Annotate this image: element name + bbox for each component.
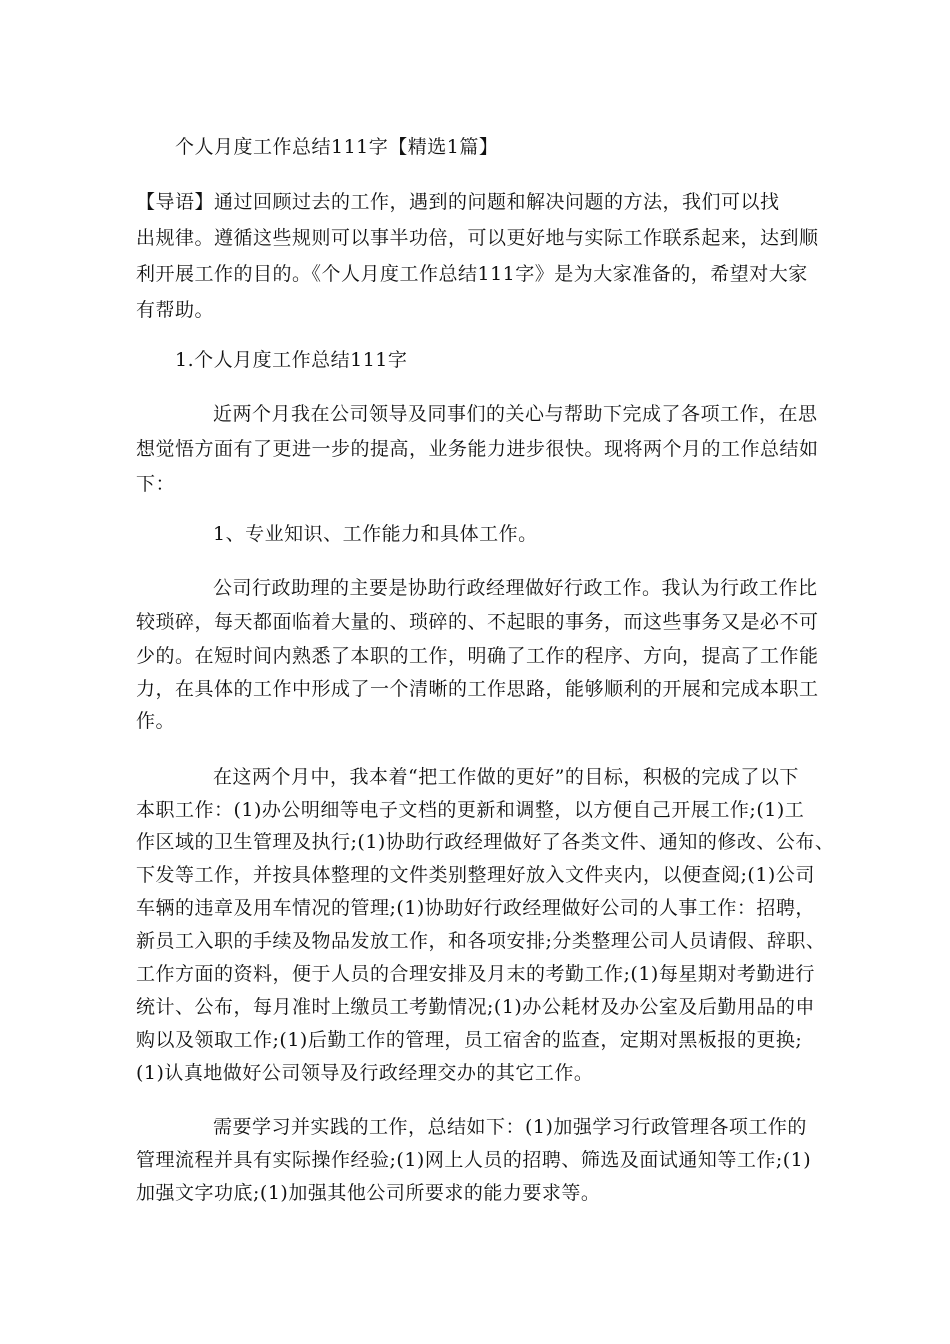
- paragraph-line: 下发等工作，并按具体整理的文件类别整理好放入文件夹内，以便查阅;(1)公司: [136, 864, 815, 886]
- intro-line: 【导语】通过回顾过去的工作，遇到的问题和解决问题的方法，我们可以找: [136, 191, 780, 213]
- paragraph-line: 力，在具体的工作中形成了一个清晰的工作思路，能够顺利的开展和完成本职工: [136, 678, 819, 700]
- document-title: 个人月度工作总结111字【精选1篇】: [175, 136, 499, 158]
- paragraph-line: 工作方面的资料，便于人员的合理安排及月末的考勤工作;(1)每星期对考勤进行: [136, 963, 815, 985]
- paragraph-line: 作。: [136, 710, 176, 732]
- intro-line: 利开展工作的目的。《个人月度工作总结111字》是为大家准备的，希望对大家: [136, 263, 808, 285]
- intro-line: 出规律。遵循这些规则可以事半功倍，可以更好地与实际工作联系起来，达到顺: [136, 227, 819, 249]
- paragraph-line: 在这两个月中，我本着“把工作做的更好”的目标，积极的完成了以下: [213, 766, 799, 788]
- paragraph-line: 公司行政助理的主要是协助行政经理做好行政工作。我认为行政工作比: [213, 577, 818, 599]
- paragraph-line: 本职工作：(1)办公明细等电子文档的更新和调整，以方便自己开展工作;(1)工: [136, 799, 805, 821]
- paragraph-line: 管理流程并具有实际操作经验;(1)网上人员的招聘、筛选及面试通知等工作;(1): [136, 1149, 812, 1171]
- paragraph-line: 新员工入职的手续及物品发放工作，和各项安排;分类整理公司人员请假、辞职、: [136, 930, 826, 952]
- paragraph-line: 统计、公布，每月准时上缴员工考勤情况;(1)办公耗材及办公室及后勤用品的申: [136, 996, 815, 1018]
- paragraph-line: 较琐碎，每天都面临着大量的、琐碎的、不起眼的事务，而这些事务又是必不可: [136, 611, 819, 633]
- subheading: 1、专业知识、工作能力和具体工作。: [213, 523, 538, 545]
- paragraph-line: 作区域的卫生管理及执行;(1)协助行政经理做好了各类文件、通知的修改、公布、: [136, 831, 835, 853]
- paragraph-line: 购以及领取工作;(1)后勤工作的管理，员工宿舍的监查，定期对黑板报的更换;: [136, 1029, 803, 1051]
- paragraph-line: 少的。在短时间内熟悉了本职的工作，明确了工作的程序、方向，提高了工作能: [136, 645, 819, 667]
- paragraph-line: 下：: [136, 473, 176, 495]
- paragraph-line: 想觉悟方面有了更进一步的提高，业务能力进步很快。现将两个月的工作总结如: [136, 438, 819, 460]
- paragraph-line: (1)认真地做好公司领导及行政经理交办的其它工作。: [136, 1062, 594, 1084]
- paragraph-line: 需要学习并实践的工作，总结如下：(1)加强学习行政管理各项工作的: [213, 1116, 807, 1138]
- paragraph-line: 车辆的违章及用车情况的管理;(1)协助好行政经理做好公司的人事工作：招聘，: [136, 897, 815, 919]
- paragraph-line: 近两个月我在公司领导及同事们的关心与帮助下完成了各项工作，在思: [213, 403, 818, 425]
- section-heading: 1.个人月度工作总结111字: [175, 349, 408, 371]
- paragraph-line: 加强文字功底;(1)加强其他公司所要求的能力要求等。: [136, 1182, 601, 1204]
- intro-line: 有帮助。: [136, 299, 215, 321]
